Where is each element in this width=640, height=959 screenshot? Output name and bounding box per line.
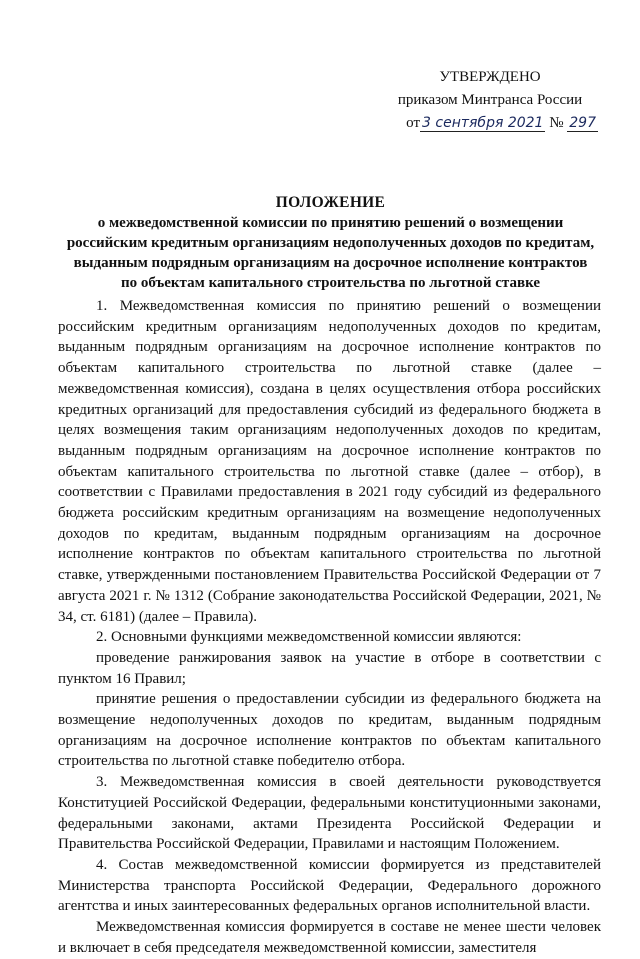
approval-order-by: приказом Минтранса России <box>397 92 583 108</box>
paragraph-3: 3. Межведомственная комиссия в своей деятельности руководствуется Конституцией Российской Федерации, федеральными конституционными законами, федеральными законами, актами Президента Российской Федерации и Правительства Российской Федерации, Правилами и настоящим Положением. <box>58 774 601 853</box>
paragraph-2-item-1: проведение ранжирования заявок на участие в отборе в соответствии с пунктом 16 Правил; <box>58 649 601 687</box>
document-subtitle-line: по объектам капитального строительства по льготной ставке <box>120 275 540 291</box>
approval-title: УТВЕРЖДЕНО <box>439 69 541 85</box>
paragraph-4-continued: Межведомственная комиссия формируется в составе не менее шести человек и включает в себя председателя межведомственной комиссии, заместителя <box>58 919 601 956</box>
document-body <box>58 296 601 959</box>
paragraph-2-item-2: принятие решения о предоставлении субсидии из федерального бюджета на возмещение недополученных доходов по кредитам, выданным подрядным организациям на досрочное исполнение контрактов по объектам капитального строительства по льготной ставке победителю отбора. <box>58 691 601 770</box>
paragraph-4: 4. Состав межведомственной комиссии формируется из представителей Министерства транспорта Российской Федерации, Федерального дорожного агентства и иных заинтересованных федеральных органов исполнительной власти. <box>58 856 601 915</box>
approval-order-line <box>380 112 600 135</box>
document-subtitle-line: российским кредитным организациям недополученных доходов по кредитам, <box>66 235 595 251</box>
order-date-handwritten: 3 сентября 2021 <box>422 115 544 131</box>
document-title <box>58 193 603 293</box>
paragraph-1: 1. Межведомственная комиссия по принятию решений о возмещении российским кредитным организациям недополученных доходов по кредитам, выданным подрядным организациям на досрочное исполнение контрактов по объектам капитального строительства по льготной ставке (далее – межведомственная комиссия), создана в целях осуществления отбора российских кредитных организаций для предоставления субсидий из федерального бюджета в целях возмещения таким организациям недополученных доходов по кредитам, выданным подрядным организациям на досрочное исполнение контрактов по объектам капитального строительства по льготной ставке (далее – отбор), в соответствии с Правилами предоставления в 2021 году субсидий из федерального бюджета российским кредитным организациям на возмещение недополученных доходов по кредитам, выданным подрядным организациям на досрочное исполнение контрактов по объектам капитального строительства по льготной ставке, утвержденными постановлением Правительства Российской Федерации от 7 августа 2021 г. № 1312 (Собрание законодательства Российской Федерации, 2021, № 34, ст. 6181) (далее – Правила). <box>58 298 601 625</box>
document-subtitle-line: выданным подрядным организациям на досрочное исполнение контрактов <box>73 255 588 271</box>
document-heading: ПОЛОЖЕНИЕ <box>275 194 386 211</box>
document-subtitle-line: о межведомственной комиссии по принятию решений о возмещении <box>97 215 564 231</box>
order-number-handwritten: 297 <box>569 115 596 131</box>
approval-stamp <box>380 66 600 135</box>
paragraph-2: 2. Основными функциями межведомственной комиссии являются: <box>96 629 522 646</box>
order-from-prefix: от <box>406 115 421 131</box>
order-number-prefix: № <box>549 115 564 131</box>
